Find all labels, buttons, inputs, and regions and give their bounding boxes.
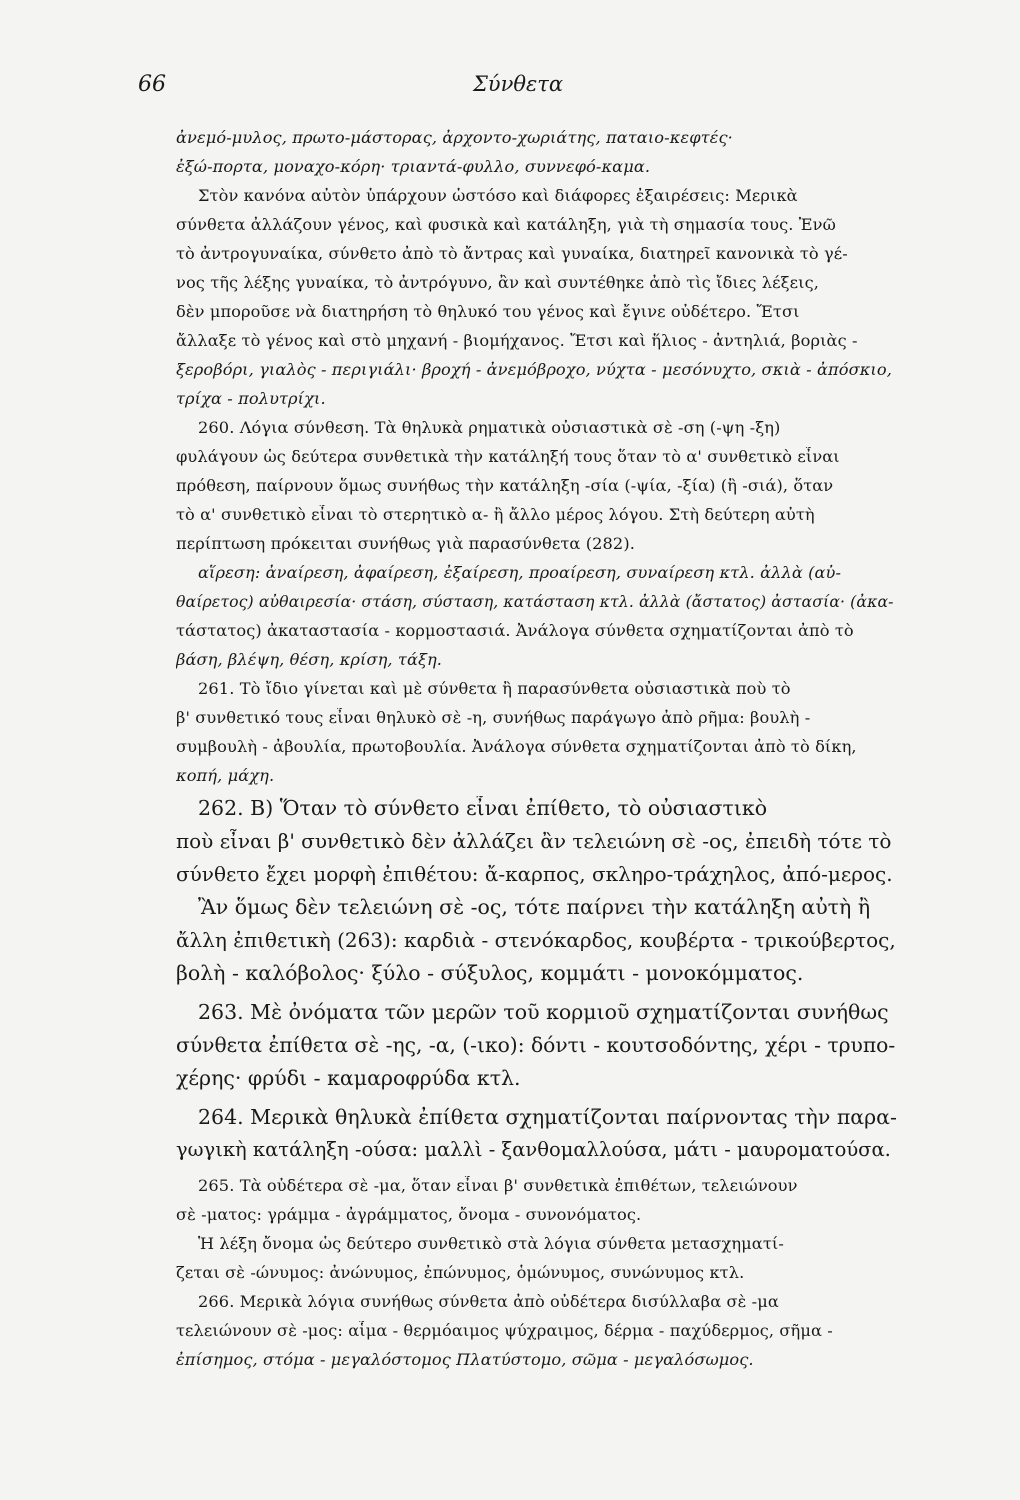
text-line: τελειώνουν σὲ -μος: αἷμα - θερμόαιμος ψύχραιμος, δέρμα - παχύδερμος, σῆμα - bbox=[176, 1321, 833, 1340]
text-line: ξεροβόρι, γιαλὸς - περιγιάλι· βροχή - ἀνεμόβροχο, νύχτα - μεσόνυχτο, σκιὰ - ἀπόσκιο, bbox=[176, 360, 892, 379]
page-header bbox=[138, 72, 898, 102]
text-line: τρίχα - πολυτρίχι. bbox=[176, 389, 326, 408]
text-line: σύνθετα ἀλλάζουν γένος, καὶ φυσικὰ καὶ κατάληξη, γιὰ τὴ σημασία τους. Ἐνῶ bbox=[176, 215, 836, 234]
text-line: Ἂν ὅμως δὲν τελειώνη σὲ -ος, τότε παίρνει τὴν κατάληξη αὐτὴ ἢ bbox=[198, 895, 871, 919]
text-line: β' συνθετικό τους εἶναι θηλυκὸ σὲ -η, συνήθως παράγωγο ἀπὸ ρῆμα: βουλὴ - bbox=[176, 708, 811, 727]
text-line: ἄλλη ἐπιθετικὴ (263): καρδιὰ - στενόκαρδος, κουβέρτα - τρικούβερτος, bbox=[176, 928, 896, 952]
text-line: τὸ ἀντρογυναίκα, σύνθετο ἀπὸ τὸ ἄντρας καὶ γυναίκα, διατηρεῖ κανονικὰ τὸ γέ- bbox=[176, 244, 848, 263]
text-line: περίπτωση πρόκειται συνήθως γιὰ παρασύνθετα (282). bbox=[176, 534, 635, 553]
text-line: 261. Τὸ ἴδιο γίνεται καὶ μὲ σύνθετα ἢ παρασύνθετα οὐσιαστικὰ ποὺ τὸ bbox=[198, 679, 791, 698]
text-line: 264. Μερικὰ θηλυκὰ ἐπίθετα σχηματίζονται παίρνοντας τὴν παρα- bbox=[198, 1105, 897, 1129]
page-number: 66 bbox=[138, 72, 166, 97]
text-line: θαίρετος) αὐθαιρεσία· στάση, σύσταση, κατάσταση κτλ. ἀλλὰ (ἄστατος) ἀστασία· (ἀκα- bbox=[176, 592, 894, 611]
text-line: ἀνεμό-μυλος, πρωτο-μάστορας, ἀρχοντο-χωριάτης, παταιο-κεφτές· bbox=[176, 128, 733, 147]
text-line: 265. Τὰ οὐδέτερα σὲ -μα, ὅταν εἶναι β' συνθετικὰ ἐπιθέτων, τελειώνουν bbox=[198, 1176, 798, 1195]
text-line: τὸ α' συνθετικὸ εἶναι τὸ στερητικὸ α- ἢ ἄλλο μέρος λόγου. Στὴ δεύτερη αὐτὴ bbox=[176, 505, 815, 524]
text-line: σύνθετο ἔχει μορφὴ ἐπιθέτου: ἄ-καρπος, σκληρο-τράχηλος, ἀπό-μερος. bbox=[176, 862, 893, 886]
text-line: 266. Μερικὰ λόγια συνήθως σύνθετα ἀπὸ οὐδέτερα δισύλλαβα σὲ -μα bbox=[198, 1292, 779, 1311]
text-line: νος τῆς λέξης γυναίκα, τὸ ἀντρόγυνο, ἂν καὶ συντέθηκε ἀπὸ τὶς ἴδιες λέξεις, bbox=[176, 273, 819, 292]
text-line: 260. Λόγια σύνθεση. Τὰ θηλυκὰ ρηματικὰ οὐσιαστικὰ σὲ -ση (-ψη -ξη) bbox=[198, 418, 781, 437]
text-line: ἄλλαξε τὸ γένος καὶ στὸ μηχανή - βιομήχανος. Ἔτσι καὶ ἥλιος - ἀντηλιά, βοριὰς - bbox=[176, 331, 858, 350]
text-line: 262. Β) Ὅταν τὸ σύνθετο εἶναι ἐπίθετο, τὸ οὐσιαστικὸ bbox=[198, 796, 768, 820]
text-line: Στὸν κανόνα αὐτὸν ὑπάρχουν ὡστόσο καὶ διάφορες ἐξαιρέσεις: Μερικὰ bbox=[198, 186, 798, 205]
text-line: σὲ -ματος: γράμμα - ἀγράμματος, ὄνομα - συνονόματος. bbox=[176, 1205, 642, 1224]
text-line: βάση, βλέψη, θέση, κρίση, τάξη. bbox=[176, 650, 443, 669]
text-line: αἵρεση: ἀναίρεση, ἀφαίρεση, ἐξαίρεση, προαίρεση, συναίρεση κτλ. ἀλλὰ (αὐ- bbox=[198, 563, 842, 582]
text-line: πρόθεση, παίρνουν ὅμως συνήθως τὴν κατάληξη -σία (-ψία, -ξία) (ἢ -σιά), ὅταν bbox=[176, 476, 834, 495]
text-line: ποὺ εἶναι β' συνθετικὸ δὲν ἀλλάζει ἂν τελειώνη σὲ -ος, ἐπειδὴ τότε τὸ bbox=[176, 829, 892, 853]
text-line: δὲν μποροῦσε νὰ διατηρήση τὸ θηλυκό του γένος καὶ ἔγινε οὐδέτερο. Ἔτσι bbox=[176, 302, 800, 321]
text-line: 263. Μὲ ὀνόματα τῶν μερῶν τοῦ κορμιοῦ σχηματίζονται συνήθως bbox=[198, 1000, 889, 1024]
text-line: κοπή, μάχη. bbox=[176, 766, 275, 785]
text-line: βολὴ - καλόβολος· ξύλο - σύξυλος, κομμάτι - μονοκόμματος. bbox=[176, 961, 804, 985]
text-line: χέρης· φρύδι - καμαροφρύδα κτλ. bbox=[176, 1066, 521, 1090]
text-line: γωγικὴ κατάληξη -ούσα: μαλλὶ - ξανθομαλλούσα, μάτι - μαυροματούσα. bbox=[176, 1138, 891, 1161]
text-line: σύνθετα ἐπίθετα σὲ -ης, -α, (-ικο): δόντι - κουτσοδόντης, χέρι - τρυπο- bbox=[176, 1033, 896, 1057]
text-line: ἐξώ-πορτα, μοναχο-κόρη· τριαντά-φυλλο, συννεφό-καμα. bbox=[176, 157, 651, 176]
text-line: ζεται σὲ -ώνυμος: ἀνώνυμος, ἐπώνυμος, ὁμώνυμος, συνώνυμος κτλ. bbox=[176, 1263, 745, 1282]
text-line: φυλάγουν ὡς δεύτερα συνθετικὰ τὴν κατάληξή τους ὅταν τὸ α' συνθετικὸ εἶναι bbox=[176, 447, 840, 466]
text-line: ἐπίσημος, στόμα - μεγαλόστομος Πλατύστομο, σῶμα - μεγαλόσωμος. bbox=[176, 1350, 754, 1369]
text-line: συμβουλὴ - ἀβουλία, πρωτοβουλία. Ἀνάλογα σύνθετα σχηματίζονται ἀπὸ τὸ δίκη, bbox=[176, 737, 857, 756]
running-title: Σύνθετα bbox=[472, 72, 564, 96]
text-line: Ἡ λέξη ὄνομα ὡς δεύτερο συνθετικὸ στὰ λόγια σύνθετα μετασχηματί- bbox=[198, 1234, 784, 1253]
text-line: τάστατος) ἀκαταστασία - κορμοστασιά. Ἀνάλογα σύνθετα σχηματίζονται ἀπὸ τὸ bbox=[176, 621, 854, 640]
